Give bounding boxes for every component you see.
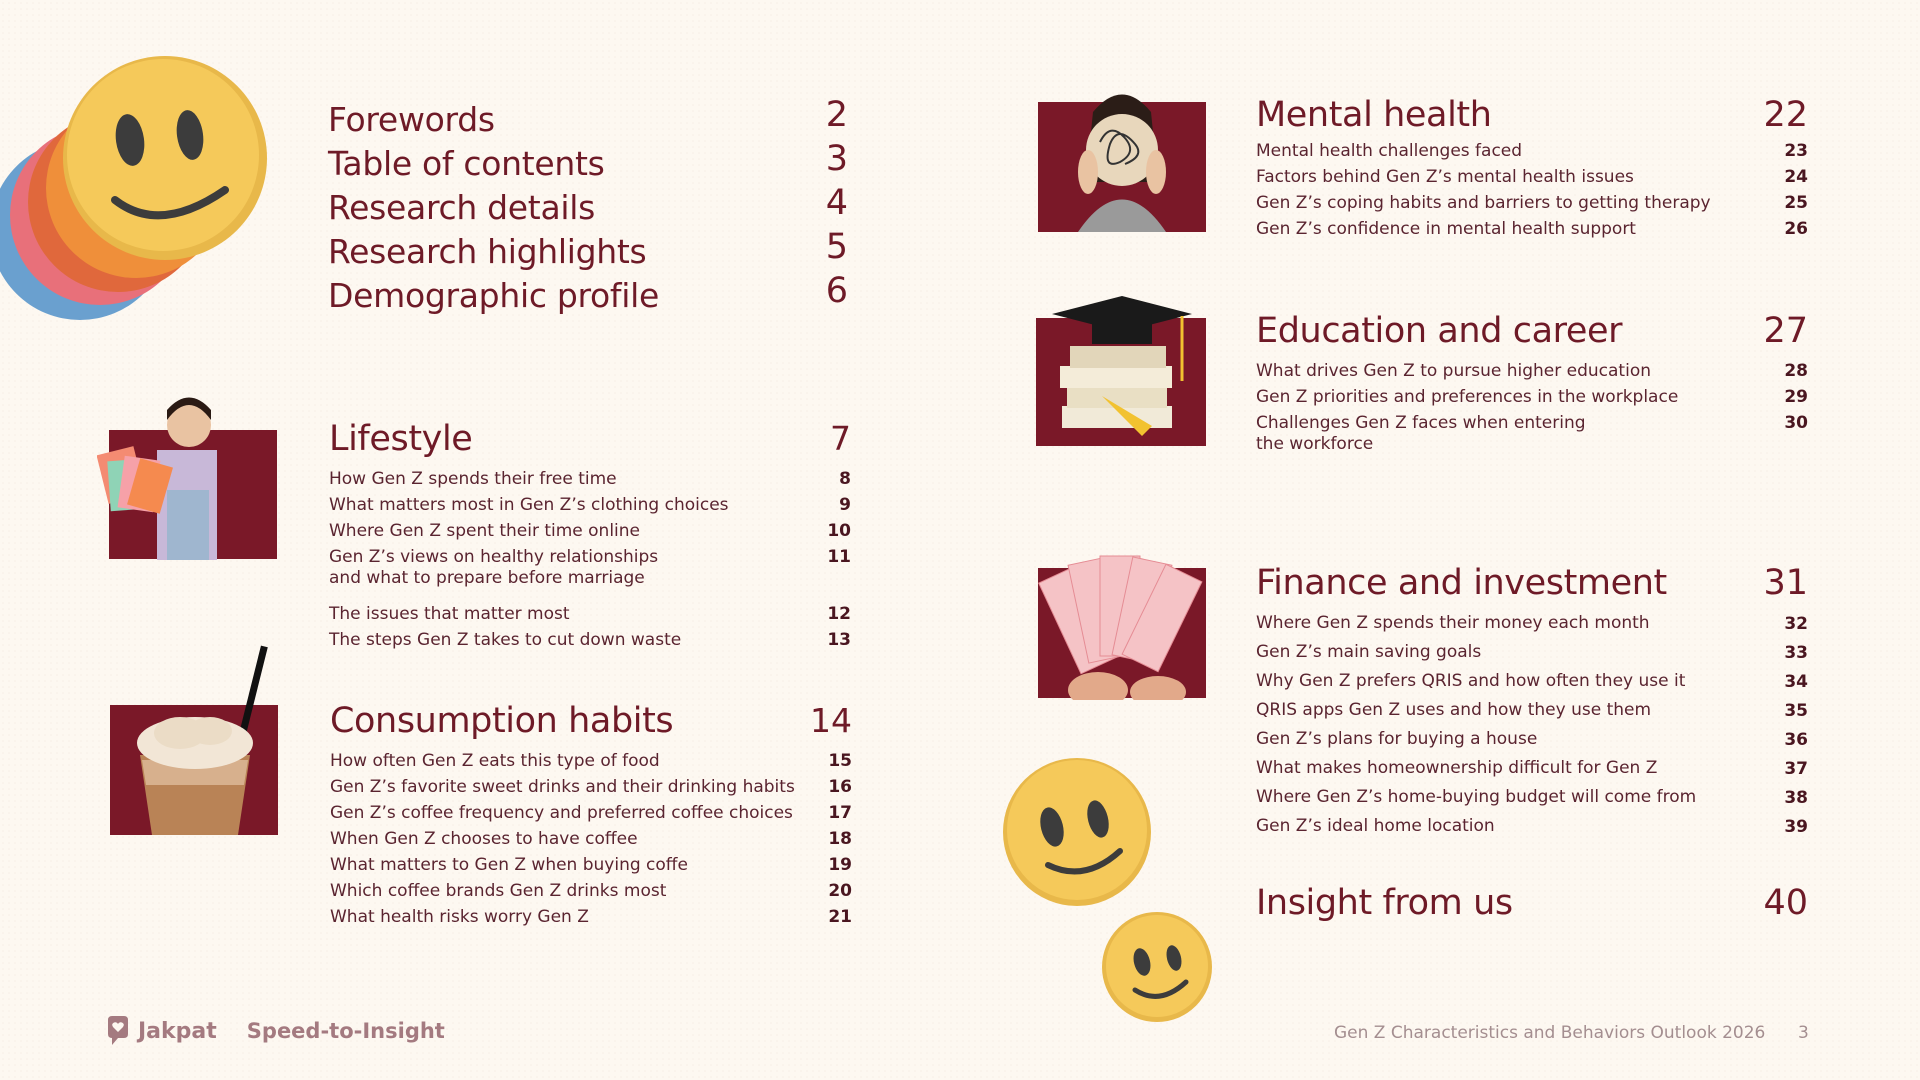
list-item[interactable]: Gen Z’s favorite sweet drinks and their drinking habits 16 bbox=[330, 777, 852, 797]
list-item[interactable]: What drives Gen Z to pursue higher education 28 bbox=[1256, 361, 1808, 381]
list-item[interactable]: What matters most in Gen Z’s clothing choices 9 bbox=[329, 495, 851, 515]
consumption-photo bbox=[110, 705, 278, 835]
list-item[interactable]: Gen Z’s plans for buying a house 36 bbox=[1256, 729, 1808, 750]
list-item[interactable]: Why Gen Z prefers QRIS and how often they use it 34 bbox=[1256, 671, 1808, 692]
finance-page: 31 bbox=[1763, 563, 1808, 603]
list-item[interactable]: Mental health challenges faced 23 bbox=[1256, 141, 1808, 161]
mental-health-title[interactable]: Mental health bbox=[1256, 95, 1492, 135]
mental-health-section bbox=[1256, 94, 1808, 242]
list-item[interactable]: Gen Z priorities and preferences in the workplace 29 bbox=[1256, 387, 1808, 407]
report-title: Gen Z Characteristics and Behaviors Outlook 2026 bbox=[1334, 1023, 1766, 1043]
consumption-title[interactable]: Consumption habits bbox=[330, 701, 674, 741]
list-item[interactable]: Gen Z’s coping habits and barriers to getting therapy 25 bbox=[1256, 193, 1808, 213]
list-item[interactable]: How often Gen Z eats this type of food 15 bbox=[330, 751, 852, 771]
list-item[interactable]: Gen Z’s coffee frequency and preferred coffee choices 17 bbox=[330, 803, 852, 823]
insight-page: 40 bbox=[1763, 883, 1808, 923]
consumption-section bbox=[330, 700, 852, 930]
jakpat-logo-icon bbox=[106, 1016, 130, 1046]
education-section bbox=[1256, 310, 1808, 457]
list-item[interactable]: Where Gen Z’s home-buying budget will come from 38 bbox=[1256, 787, 1808, 808]
lifestyle-title[interactable]: Lifestyle bbox=[329, 419, 473, 459]
brand-name: Jakpat bbox=[138, 1018, 217, 1044]
lifestyle-page: 7 bbox=[830, 419, 851, 458]
list-item[interactable]: How Gen Z spends their free time 8 bbox=[329, 469, 851, 489]
list-item[interactable]: What health risks worry Gen Z 21 bbox=[330, 907, 852, 927]
toc-research-highlights-page: 5 bbox=[825, 227, 848, 267]
smiley-large-icon bbox=[1000, 755, 1155, 910]
page-number: 3 bbox=[1798, 1023, 1809, 1043]
list-item[interactable]: What matters to Gen Z when buying coffe 19 bbox=[330, 855, 852, 875]
list-item[interactable]: Where Gen Z spent their time online 10 bbox=[329, 521, 851, 541]
list-item[interactable]: What makes homeownership difficult for Gen Z 37 bbox=[1256, 758, 1808, 779]
education-title[interactable]: Education and career bbox=[1256, 311, 1623, 351]
smiley-stack-illustration bbox=[0, 40, 280, 330]
toc-research-details-page: 4 bbox=[825, 183, 848, 223]
brand-tagline: Speed-to-Insight bbox=[246, 1019, 445, 1043]
insight-section bbox=[1256, 882, 1808, 924]
toc-research-details[interactable]: Research details bbox=[328, 188, 595, 227]
mental-health-page: 22 bbox=[1763, 95, 1808, 135]
education-page: 27 bbox=[1763, 311, 1808, 351]
finance-title[interactable]: Finance and investment bbox=[1256, 563, 1667, 603]
finance-photo bbox=[1038, 568, 1206, 698]
list-item[interactable]: QRIS apps Gen Z uses and how they use them 35 bbox=[1256, 700, 1808, 721]
toc-table-of-contents-page: 3 bbox=[825, 139, 848, 179]
list-item[interactable]: Challenges Gen Z faces when entering the workforce 30 bbox=[1256, 413, 1808, 454]
finance-section bbox=[1256, 562, 1808, 842]
toc-table-of-contents[interactable]: Table of contents bbox=[328, 144, 605, 183]
list-item[interactable]: Gen Z’s main saving goals 33 bbox=[1256, 642, 1808, 663]
toc-demographic-profile[interactable]: Demographic profile bbox=[328, 276, 659, 315]
lifestyle-photo bbox=[109, 430, 277, 559]
consumption-page: 14 bbox=[810, 701, 852, 740]
list-item[interactable]: When Gen Z chooses to have coffee 18 bbox=[330, 829, 852, 849]
education-photo bbox=[1036, 318, 1206, 446]
insight-title[interactable]: Insight from us bbox=[1256, 883, 1513, 923]
toc-forewords-page: 2 bbox=[825, 95, 848, 135]
smiley-small-icon bbox=[1100, 910, 1215, 1025]
list-item[interactable]: Factors behind Gen Z’s mental health issues 24 bbox=[1256, 167, 1808, 187]
list-item[interactable]: Gen Z’s views on healthy relationships and what to prepare before marriage 11 bbox=[329, 547, 851, 588]
list-item[interactable]: Which coffee brands Gen Z drinks most 20 bbox=[330, 881, 852, 901]
list-item[interactable]: The issues that matter most 12 bbox=[329, 604, 851, 624]
lifestyle-section bbox=[329, 418, 851, 653]
list-item[interactable]: Gen Z’s confidence in mental health support 26 bbox=[1256, 219, 1808, 239]
list-item[interactable]: Where Gen Z spends their money each month 32 bbox=[1256, 613, 1808, 634]
footer-brand bbox=[106, 1016, 445, 1046]
toc-research-highlights[interactable]: Research highlights bbox=[328, 232, 647, 271]
toc-forewords[interactable]: Forewords bbox=[328, 100, 495, 139]
toc-demographic-profile-page: 6 bbox=[825, 271, 848, 311]
mental-health-photo bbox=[1038, 102, 1206, 232]
list-item[interactable]: Gen Z’s ideal home location 39 bbox=[1256, 816, 1808, 837]
list-item[interactable]: The steps Gen Z takes to cut down waste 13 bbox=[329, 630, 851, 650]
